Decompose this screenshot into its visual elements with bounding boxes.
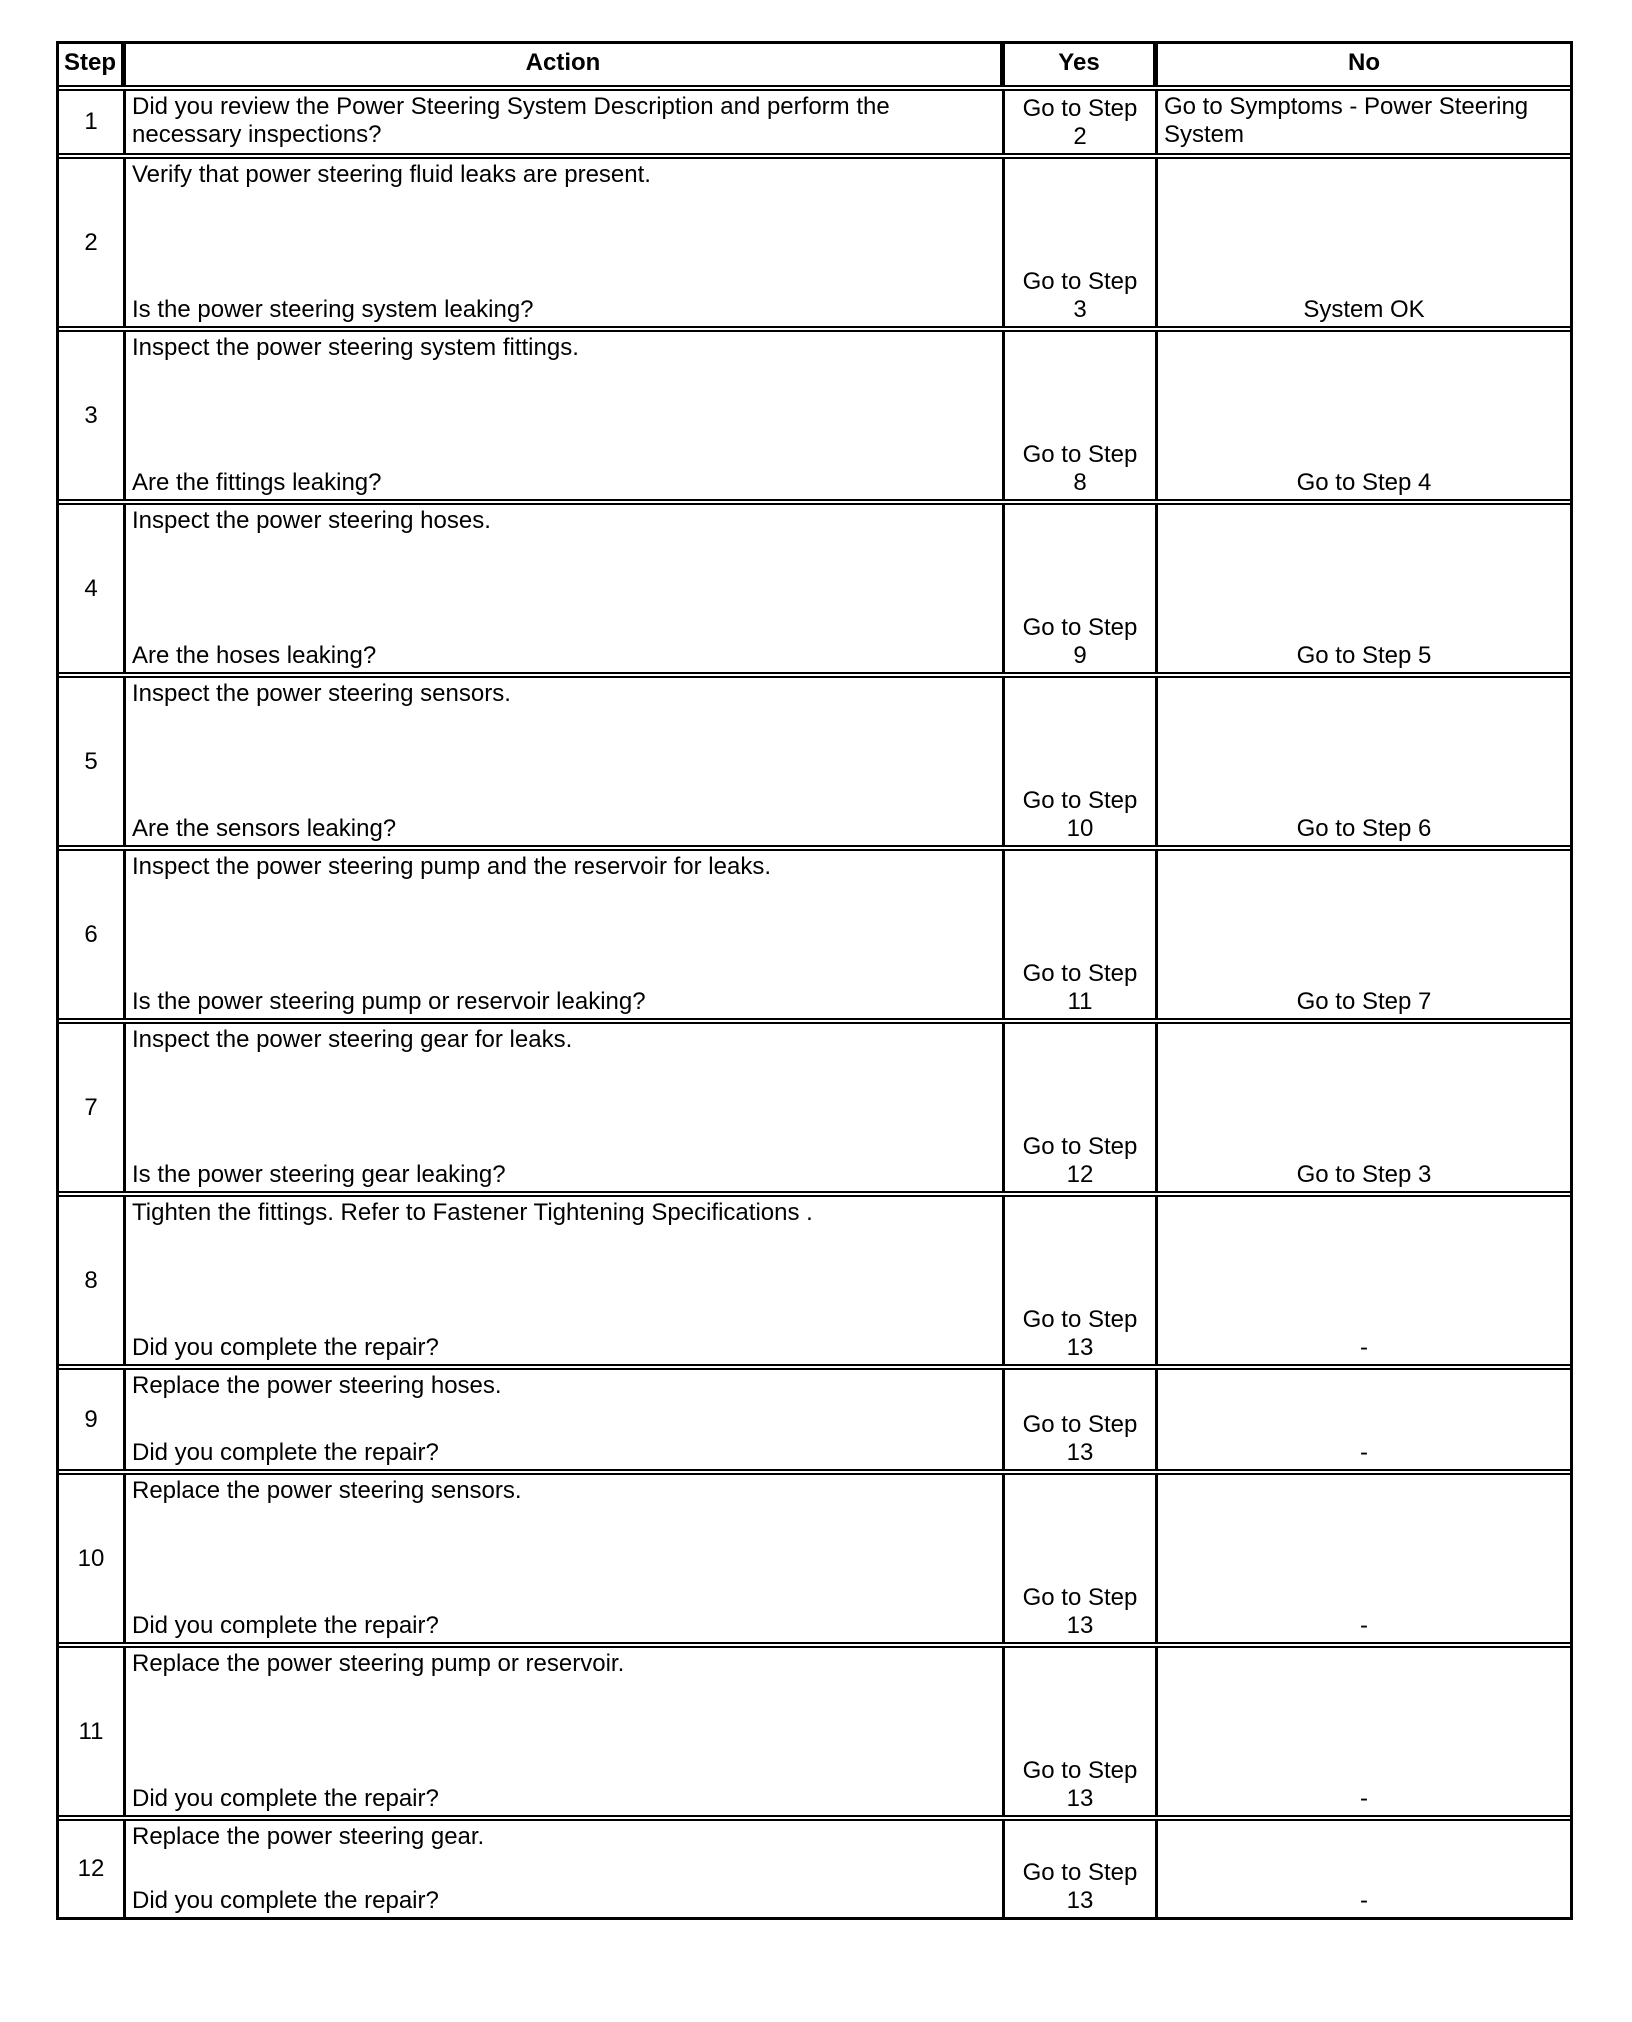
yes-text: [1005, 441, 1155, 497]
action-text: Replace the power steering hoses.: [132, 1372, 502, 1399]
action-text: Inspect the power steering sensors.: [132, 680, 511, 707]
yes-text: [1005, 1133, 1155, 1189]
yes-step: 9: [1073, 642, 1087, 669]
table-row: [59, 85, 1570, 153]
yes-line: Go to Step: [1022, 441, 1138, 468]
table-row: [59, 1469, 1570, 1642]
yes-step: 8: [1073, 469, 1087, 496]
header-no: No: [1348, 49, 1380, 76]
yes-cell: [1005, 1024, 1158, 1191]
step-number: 9: [84, 1405, 98, 1433]
action-text: Inspect the power steering pump and the reservoir for leaks.: [132, 853, 771, 880]
no-text: Go to Step 5: [1296, 642, 1432, 669]
no-cell: [1158, 505, 1570, 672]
yes-step: 2: [1073, 123, 1087, 150]
yes-cell: [1005, 505, 1158, 672]
no-text: Go to Step 3: [1296, 1161, 1432, 1188]
action-text: [132, 93, 996, 149]
action-question: Did you complete the repair?: [132, 1612, 439, 1639]
yes-cell: [1005, 159, 1158, 326]
yes-step: 11: [1067, 988, 1093, 1015]
no-cell: [1158, 851, 1570, 1018]
yes-line: Go to Step: [1022, 960, 1138, 987]
yes-step: 13: [1066, 1334, 1094, 1361]
yes-step: 13: [1066, 1612, 1094, 1639]
table-header-row: [59, 44, 1570, 85]
yes-text: [1005, 1411, 1155, 1467]
yes-text: [1005, 1859, 1155, 1915]
step-number: 1: [84, 108, 98, 135]
step-cell: [59, 678, 126, 845]
action-cell: [126, 1475, 1005, 1642]
yes-line: Go to Step: [1022, 95, 1138, 122]
action-line: necessary inspections?: [132, 121, 382, 148]
yes-text: [1005, 1584, 1155, 1640]
diagnostic-table: [56, 41, 1573, 1920]
yes-cell: [1005, 1475, 1158, 1642]
step-cell: [59, 1197, 126, 1364]
no-cell: [1158, 1648, 1570, 1815]
no-text: Go to Step 4: [1296, 469, 1432, 496]
action-text: Replace the power steering gear.: [132, 1823, 485, 1850]
action-line: Did you review the Power Steering System Description and perform the: [132, 93, 890, 120]
yes-text: [1005, 95, 1155, 151]
yes-text: [1005, 787, 1155, 843]
action-question: Did you complete the repair?: [132, 1439, 439, 1466]
no-text: -: [1360, 1334, 1368, 1361]
table-row: [59, 672, 1570, 845]
yes-line: Go to Step: [1022, 268, 1138, 295]
action-text: Verify that power steering fluid leaks are present.: [132, 161, 651, 188]
yes-step: 13: [1066, 1887, 1094, 1914]
step-number: 11: [78, 1717, 104, 1745]
action-cell: [126, 159, 1005, 326]
no-text: Go to Step 7: [1296, 988, 1432, 1015]
yes-text: [1005, 1757, 1155, 1813]
yes-text: [1005, 268, 1155, 324]
action-cell: [126, 1024, 1005, 1191]
no-text: -: [1360, 1612, 1368, 1639]
action-cell: [126, 505, 1005, 672]
action-question: Are the fittings leaking?: [132, 469, 382, 496]
step-cell: [59, 1370, 126, 1469]
yes-step: 13: [1066, 1785, 1094, 1812]
step-number: 7: [84, 1093, 98, 1121]
yes-line: Go to Step: [1022, 614, 1138, 641]
no-cell: [1158, 1475, 1570, 1642]
yes-line: Go to Step: [1022, 1133, 1138, 1160]
no-cell: [1158, 678, 1570, 845]
action-question: Did you complete the repair?: [132, 1785, 439, 1812]
table-row: [59, 1642, 1570, 1815]
action-question: Did you complete the repair?: [132, 1334, 439, 1361]
no-cell: [1158, 1821, 1570, 1917]
yes-line: Go to Step: [1022, 1757, 1138, 1784]
step-number: 2: [84, 228, 98, 256]
action-cell: [126, 1648, 1005, 1815]
yes-text: [1005, 614, 1155, 670]
step-cell: [59, 1648, 126, 1815]
step-number: 6: [84, 920, 98, 948]
yes-step: 12: [1066, 1161, 1094, 1188]
no-cell: [1158, 1370, 1570, 1469]
step-cell: [59, 1475, 126, 1642]
step-cell: [59, 1024, 126, 1191]
yes-cell: [1005, 332, 1158, 499]
yes-cell: [1005, 1821, 1158, 1917]
yes-step: 3: [1073, 296, 1087, 323]
action-text: Replace the power steering sensors.: [132, 1477, 522, 1504]
header-step: Step: [59, 44, 126, 85]
yes-cell: [1005, 678, 1158, 845]
yes-step: 13: [1066, 1439, 1094, 1466]
no-cell: [1158, 159, 1570, 326]
action-cell: [126, 678, 1005, 845]
action-question: Are the hoses leaking?: [132, 642, 377, 669]
no-text: Go to Symptoms - Power Steering System: [1164, 93, 1529, 148]
yes-line: Go to Step: [1022, 1859, 1138, 1886]
table-row: [59, 326, 1570, 499]
yes-cell: [1005, 851, 1158, 1018]
no-cell: [1158, 1197, 1570, 1364]
step-cell: [59, 851, 126, 1018]
table-row: [59, 845, 1570, 1018]
yes-line: Go to Step: [1022, 787, 1138, 814]
action-cell: [126, 1197, 1005, 1364]
step-number: 3: [84, 401, 98, 429]
action-text: Inspect the power steering hoses.: [132, 507, 491, 534]
no-cell: [1158, 332, 1570, 499]
yes-text: [1005, 960, 1155, 1016]
yes-line: Go to Step: [1022, 1411, 1138, 1438]
yes-cell: [1005, 1370, 1158, 1469]
yes-line: Go to Step: [1022, 1584, 1138, 1611]
action-cell: [126, 1821, 1005, 1917]
yes-text: [1005, 1306, 1155, 1362]
step-cell: [59, 1821, 126, 1917]
action-question: Is the power steering gear leaking?: [132, 1161, 506, 1188]
step-cell: [59, 159, 126, 326]
yes-cell: [1005, 1197, 1158, 1364]
step-cell: [59, 505, 126, 672]
table-row: [59, 153, 1570, 326]
yes-cell: [1005, 91, 1158, 153]
action-question: Did you complete the repair?: [132, 1887, 439, 1914]
action-cell: [126, 332, 1005, 499]
action-text: Replace the power steering pump or reservoir.: [132, 1650, 625, 1677]
table-row: [59, 499, 1570, 672]
yes-cell: [1005, 1648, 1158, 1815]
no-cell: [1158, 1024, 1570, 1191]
action-question: Are the sensors leaking?: [132, 815, 397, 842]
action-cell: [126, 91, 1005, 153]
no-text: System OK: [1303, 296, 1425, 323]
action-question: Is the power steering pump or reservoir leaking?: [132, 988, 646, 1015]
step-number: 4: [84, 574, 98, 602]
yes-step: 10: [1066, 815, 1094, 842]
action-cell: [126, 1370, 1005, 1469]
header-action: Action: [126, 44, 1005, 85]
action-question: Is the power steering system leaking?: [132, 296, 534, 323]
no-text: Go to Step 6: [1296, 815, 1432, 842]
step-cell: [59, 91, 126, 153]
step-number: 10: [77, 1544, 105, 1572]
action-text: Inspect the power steering gear for leaks.: [132, 1026, 573, 1053]
header-yes: Yes: [1005, 44, 1158, 85]
step-cell: [59, 332, 126, 499]
action-text: Tighten the fittings. Refer to Fastener Tightening Specifications .: [132, 1199, 813, 1226]
no-text: -: [1360, 1439, 1368, 1466]
step-number: 8: [84, 1266, 98, 1294]
table-row: [59, 1815, 1570, 1917]
no-text: -: [1360, 1785, 1368, 1812]
yes-line: Go to Step: [1022, 1306, 1138, 1333]
table-row: [59, 1018, 1570, 1191]
step-number: 5: [84, 747, 98, 775]
no-cell: [1158, 91, 1570, 153]
no-text: -: [1360, 1887, 1368, 1914]
table-row: [59, 1364, 1570, 1469]
action-text: Inspect the power steering system fittings.: [132, 334, 579, 361]
table-row: [59, 1191, 1570, 1364]
action-cell: [126, 851, 1005, 1018]
step-number: 12: [77, 1855, 105, 1882]
